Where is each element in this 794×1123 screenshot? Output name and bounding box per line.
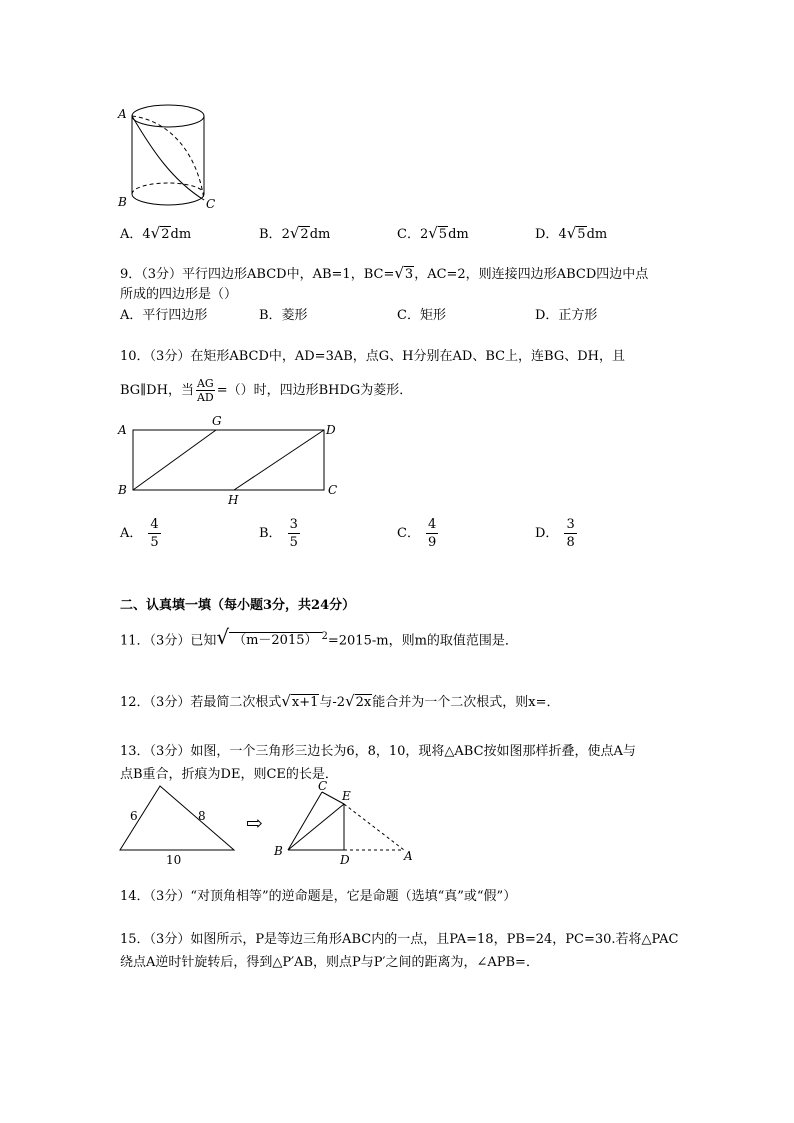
cylinder-figure: [112, 100, 222, 215]
label-g: G: [212, 414, 222, 428]
segment-bg: [133, 430, 216, 490]
segment-be: [288, 804, 344, 850]
label-side-8: 8: [198, 809, 206, 823]
q10-option-c: C． $\frac{4}{9}$: [397, 517, 437, 550]
q8-option-d: D．4√5dm: [535, 224, 608, 242]
q15-line2: 绕点A逆时针旋转后，得到△P′AB，则点P与P′之间的距离为，∠APB=．: [120, 955, 539, 970]
label-d: D: [340, 853, 350, 867]
q10-line1: 10．（3分）在矩形ABCD中，AD=3AB，点G、H分别在AD、BC上，连BG、DH，且: [120, 349, 625, 364]
q9-option-d: D．正方形: [535, 308, 598, 323]
label-a: A: [118, 107, 127, 121]
label-e: E: [342, 789, 351, 803]
label-b: B: [274, 844, 283, 858]
q10-option-b: B． $\frac{3}{5}$: [259, 517, 298, 550]
cylinder-bottom-front: [132, 194, 204, 205]
label-b: B: [118, 483, 127, 497]
label-a: A: [118, 423, 127, 437]
q15-line1: 15．（3分）如图所示，P是等边三角形ABC内的一点，且PA=18，PB=24，PC=30.若将△PAC: [120, 932, 679, 947]
q10-option-a: A． $\frac{4}{5}$: [120, 517, 159, 550]
segment-ea-dashed: [344, 804, 404, 850]
q9-option-b: B．菱形: [259, 308, 308, 323]
q11-line: 11．（3分）已知√ （m－2015） $^2$=2015-m，则m的取值范围是．: [120, 625, 518, 650]
q9-option-a: A．平行四边形: [120, 308, 208, 323]
q13-line2: 点B重合，折痕为DE，则CE的长是．: [120, 767, 338, 782]
section-2-title: 二、认真填一填（每小题3分，共24分）: [120, 598, 356, 613]
triangle-fold-figure: [112, 780, 422, 870]
segment-dh: [234, 430, 324, 490]
label-h: H: [228, 493, 239, 507]
label-b: B: [118, 195, 127, 209]
q12-line: 12．（3分）若最简二次根式√x+1与-2√2x能合并为一个二次根式，则x=．: [120, 692, 560, 710]
label-c: C: [328, 483, 338, 497]
q9-line2: 所成的四边形是（）: [120, 287, 238, 302]
q10-option-d: D． $\frac{3}{8}$: [535, 517, 575, 550]
q8-option-a: A．4√2dm: [120, 224, 192, 242]
q8-option-c: C．2√5dm: [397, 224, 469, 242]
rect-abcd: [133, 430, 324, 490]
label-side-10: 10: [166, 853, 182, 867]
rectangle-figure: [112, 412, 348, 508]
label-a: A: [404, 849, 413, 863]
q8-option-b: B．2√2dm: [259, 224, 331, 242]
cylinder-top-front: [132, 105, 204, 127]
q13-line1: 13．（3分）如图，一个三角形三边长为6，8，10，现将△ABC按如图那样折叠，使点A与: [120, 744, 636, 759]
segment-ce: [322, 792, 344, 804]
label-d: D: [326, 423, 336, 437]
label-c: C: [318, 780, 328, 793]
q9-line1: 9．（3分）平行四边形ABCD中，AB=1，BC=√3，AC=2，则连接四边形ABCD四边中点: [120, 264, 649, 282]
q10-line2: BG∥DH，当 $\frac{AG}{AD}$ =（）时，四边形BHDG为菱形．: [120, 377, 413, 404]
label-c: C: [206, 197, 216, 211]
cylinder-path-back: [132, 116, 204, 200]
segment-bc: [288, 792, 322, 850]
cylinder-path-front: [132, 116, 204, 200]
arrow-icon: ⇨: [246, 811, 263, 835]
q9-option-c: C．矩形: [397, 308, 446, 323]
q14-line: 14．（3分）“对顶角相等”的逆命题是，它是命题（选填“真”或“假”）: [120, 889, 517, 904]
label-side-6: 6: [130, 809, 138, 823]
